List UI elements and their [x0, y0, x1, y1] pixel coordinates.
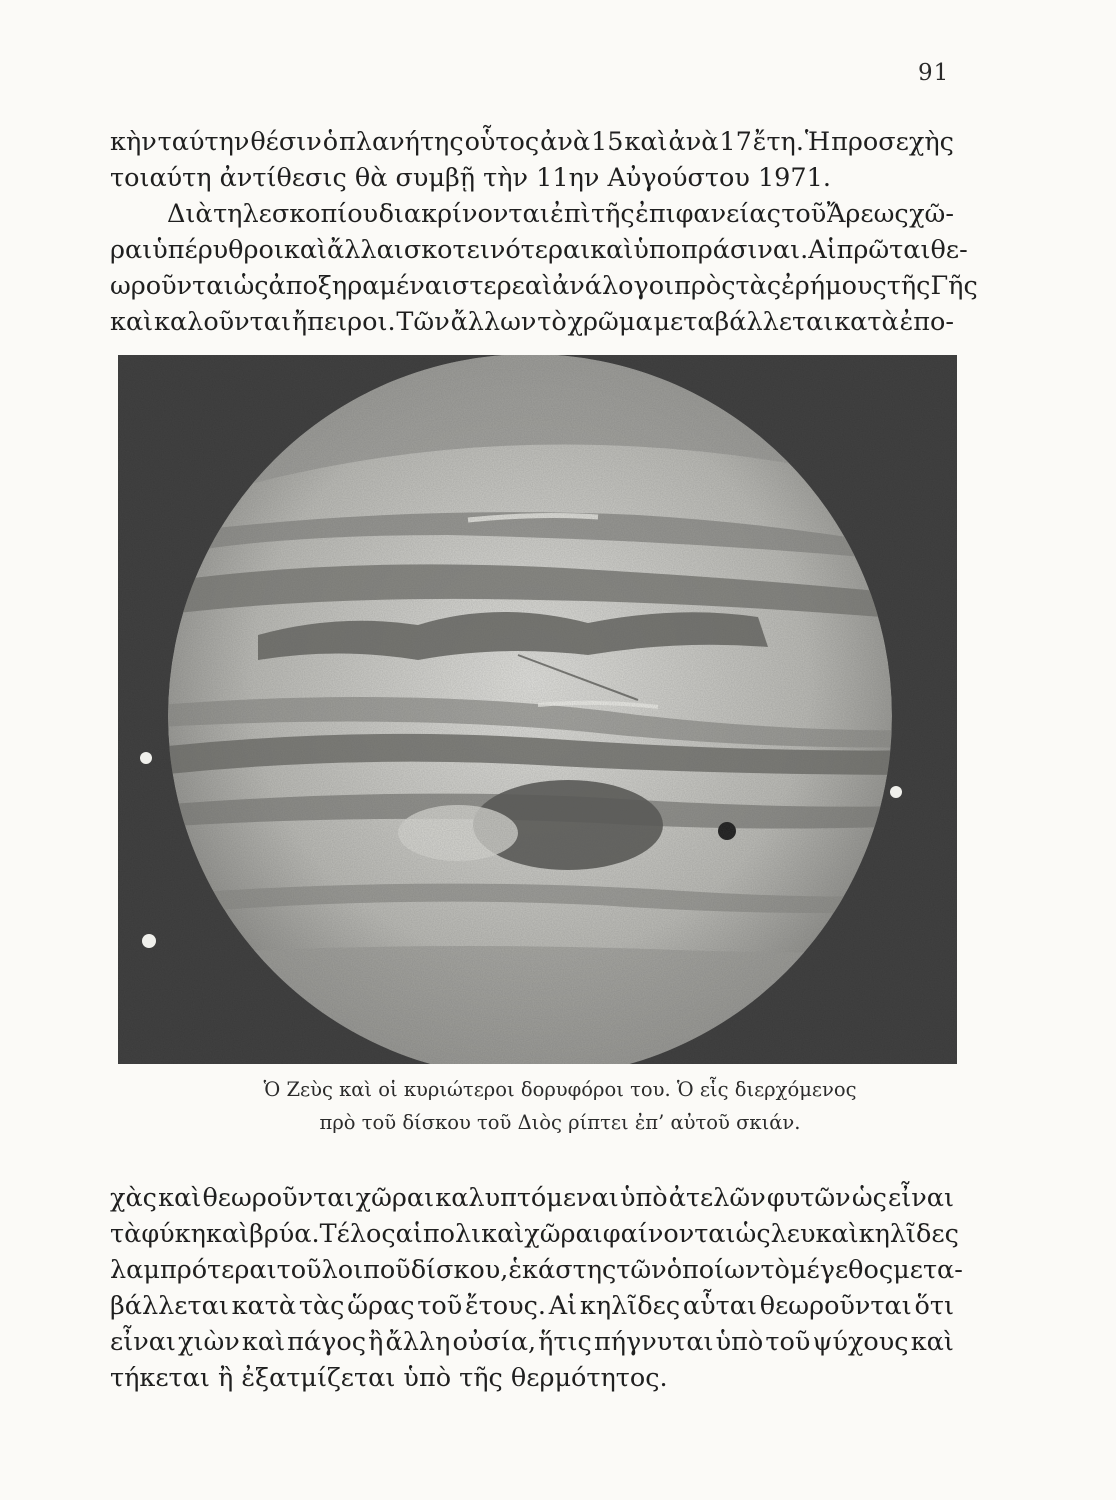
- moon-right: [890, 786, 902, 798]
- figure-caption-line-2: πρὸ τοῦ δίσκου τοῦ Διὸς ρίπτει ἐπ’ αὐτοῦ σκιάν.: [319, 1111, 801, 1134]
- text-line: βάλλεται κατὰ τὰς ὥρας τοῦ ἔτους. Αἱ κηλῖδες αὗται θεωροῦνται ὅτι: [110, 1291, 954, 1321]
- text-line: χὰς καὶ θεωροῦνται χῶραι καλυπτόμεναι ὑπὸ ἀτελῶν φυτῶν ὡς εἶναι: [110, 1183, 954, 1213]
- paragraph-top: [110, 124, 978, 340]
- text-line: τήκεται ἢ ἐξατμίζεται ὑπὸ τῆς θερμότητος.: [110, 1363, 668, 1393]
- text-line: τὰ φύκη καὶ βρύα. Τέλος αἱ πολικαὶ χῶραι φαίνονται ὡς λευκαὶ κηλῖδες: [110, 1219, 959, 1249]
- paragraph-bottom: [110, 1180, 963, 1396]
- text-line: εἶναι χιὼν καὶ πάγος ἢ ἄλλη οὐσία, ἥτις πήγνυται ὑπὸ τοῦ ψύχους καὶ: [110, 1327, 954, 1357]
- text-line: τοιαύτη ἀντίθεσις θὰ συμβῇ τὴν 11ην Αὐγούστου 1971.: [110, 163, 831, 193]
- text-line: καὶ καλοῦνται ἤπειροι. Τῶν ἄλλων τὸ χρῶμα μεταβάλλεται κατὰ ἐπο-: [110, 307, 954, 337]
- jupiter-illustration: [118, 355, 957, 1064]
- figure-caption-line-1: Ὁ Ζεὺς καὶ οἱ κυριώτεροι δορυφόροι του. Ὁ εἷς διερχόμενος: [263, 1078, 857, 1101]
- moon-left-lower: [142, 934, 156, 948]
- page-number: 91: [918, 60, 950, 86]
- text-line: κὴν ταύτην θέσιν ὁ πλανήτης οὗτος ἀνὰ 15 καὶ ἀνὰ 17 ἔτη. Ἡ προσεχὴς: [110, 127, 954, 157]
- moon-left-upper: [140, 752, 152, 764]
- text-line: ωροῦνται ὡς ἀποξηραμέναι στερεαὶ ἀνάλογοι πρὸς τὰς ἐρήμους τῆς Γῆς: [110, 271, 978, 301]
- text-line: Διὰ τηλεσκοπίου διακρίνονται ἐπὶ τῆς ἐπιφανείας τοῦ Ἄρεως χῶ-: [167, 199, 954, 229]
- text-line: λαμπρότεραι τοῦ λοιποῦ δίσκου, ἑκάστης τῶν ὁποίων τὸ μέγεθος μετα-: [110, 1255, 963, 1285]
- text-line: ραι ὑπέρυθροι καὶ ἄλλαι σκοτεινότεραι καὶ ὑποπράσιναι. Αἱ πρῶται θε-: [110, 235, 968, 265]
